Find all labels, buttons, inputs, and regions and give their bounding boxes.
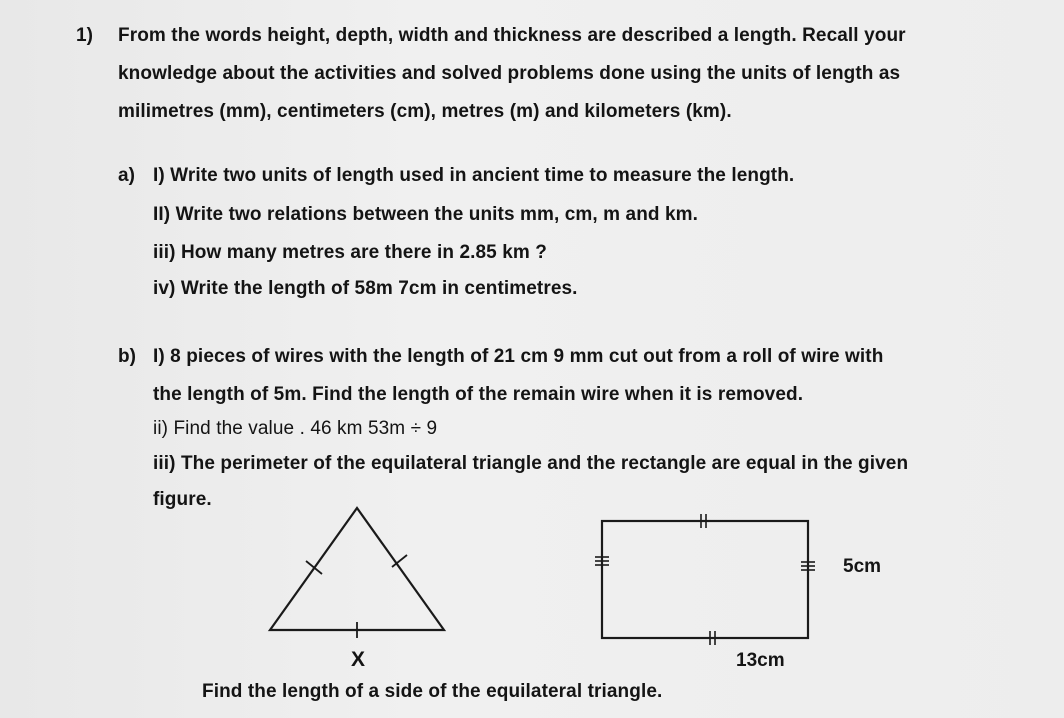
intro-line-1: From the words height, depth, width and thickness are described a length. Recall your — [118, 25, 906, 46]
triangle-left-tick — [306, 561, 322, 574]
rectangle-length-label: 13cm — [736, 650, 785, 671]
part-b-line-3: ii) Find the value . 46 km 53m ÷ 9 — [153, 418, 438, 439]
part-a-item-4: iv) Write the length of 58m 7cm in centimetres. — [153, 278, 578, 299]
part-a-item-1: I) Write two units of length used in ancient time to measure the length. — [153, 165, 795, 186]
part-b-line-1: I) 8 pieces of wires with the length of 21 cm 9 mm cut out from a roll of wire with — [153, 346, 884, 367]
part-b-line-5: figure. — [153, 489, 212, 510]
intro-line-2: knowledge about the activities and solved problems done using the units of length as — [118, 63, 901, 84]
rectangle-shape — [602, 521, 808, 638]
part-a-item-3: iii) How many metres are there in 2.85 km ? — [153, 242, 547, 263]
part-b-line-4: iii) The perimeter of the equilateral triangle and the rectangle are equal in the given — [153, 453, 909, 474]
part-b-label: b) — [118, 346, 136, 367]
rectangle-width-label: 5cm — [843, 556, 882, 577]
part-a-label: a) — [118, 165, 135, 186]
triangle-side-label: X — [351, 648, 366, 671]
part-b-line-2: the length of 5m. Find the length of the remain wire when it is removed. — [153, 384, 804, 405]
question-number: 1) — [76, 25, 93, 46]
final-prompt: Find the length of a side of the equilateral triangle. — [202, 681, 663, 702]
intro-line-3: milimetres (mm), centimeters (cm), metres (m) and kilometers (km). — [118, 101, 732, 122]
part-a-item-2: II) Write two relations between the units mm, cm, m and km. — [153, 204, 699, 225]
equilateral-triangle — [270, 508, 444, 630]
